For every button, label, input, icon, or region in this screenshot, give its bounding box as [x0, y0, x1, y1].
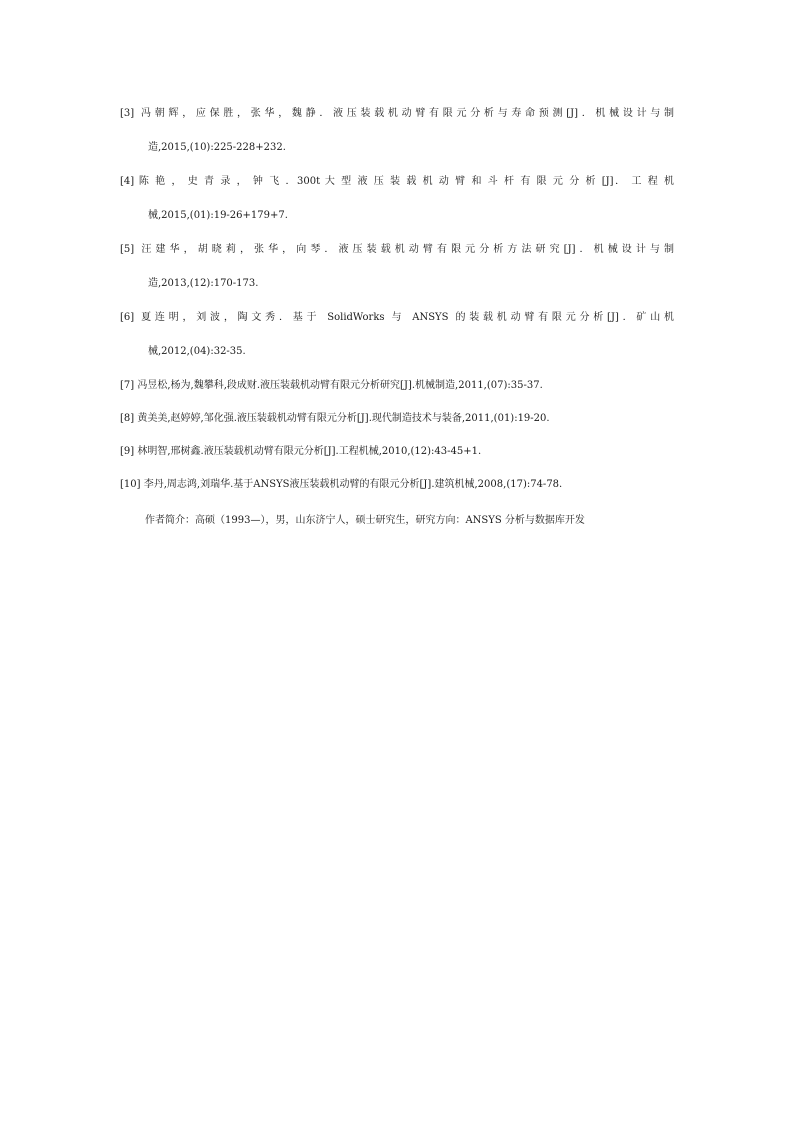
- reference-text: [7] 冯昱松,杨为,魏攀科,段成财.液压装载机动臂有限元分析研究[J].机械制造,2011,(07):35-37.: [120, 380, 543, 391]
- reference-text: [6] 夏连明，刘波，陶文秀．基于 SolidWorks 与 ANSYS 的装载机动臂有限元分析[J]．矿山机: [120, 312, 674, 323]
- reference-text-continued: 造,2015,(10):225-228+232.: [148, 142, 286, 153]
- reference-text-continued: 械,2015,(01):19-26+179+7.: [148, 210, 288, 221]
- reference-item: [120, 442, 674, 462]
- reference-text: [10] 李丹,周志鸿,刘瑞华.基于ANSYS液压装载机动臂的有限元分析[J].建筑机械,2008,(17):74-78.: [120, 479, 563, 490]
- reference-item: [120, 308, 674, 359]
- reference-item: [120, 104, 674, 155]
- reference-text: [3] 冯朝辉，应保胜，张华，魏静．液压装载机动臂有限元分析与寿命预测[J]．机械设计与制: [120, 108, 674, 119]
- reference-item: [120, 240, 674, 291]
- reference-item: [120, 172, 674, 223]
- reference-text-continued: 造,2013,(12):170-173.: [148, 278, 259, 289]
- reference-item: [120, 376, 674, 396]
- reference-text: [4] 陈 艳 ， 史 青 录 ， 钟 飞 ．300t 大 型 液 压 装 载 机 动 臂 和 斗 杆 有 限 元 分 析 [J]． 工 程 机: [120, 176, 674, 187]
- reference-text: [9] 林明智,邢树鑫.液压装载机动臂有限元分析[J].工程机械,2010,(12):43-45+1.: [120, 446, 482, 457]
- author-note: 作者简介：高硕（1993—），男，山东济宁人，硕士研究生，研究方向：ANSYS 分析与数据库开发: [145, 515, 585, 526]
- reference-text-continued: 械,2012,(04):32-35.: [148, 346, 246, 357]
- reference-text: [8] 黄美美,赵婷婷,邹化强.液压装载机动臂有限元分析[J].现代制造技术与装备,2011,(01):19-20.: [120, 413, 550, 424]
- reference-list: [120, 104, 674, 508]
- reference-item: [120, 475, 674, 495]
- reference-item: [120, 409, 674, 429]
- reference-text: [5] 汪建华，胡晓莉，张华，向琴．液压装载机动臂有限元分析方法研究[J]．机械设计与制: [120, 244, 674, 255]
